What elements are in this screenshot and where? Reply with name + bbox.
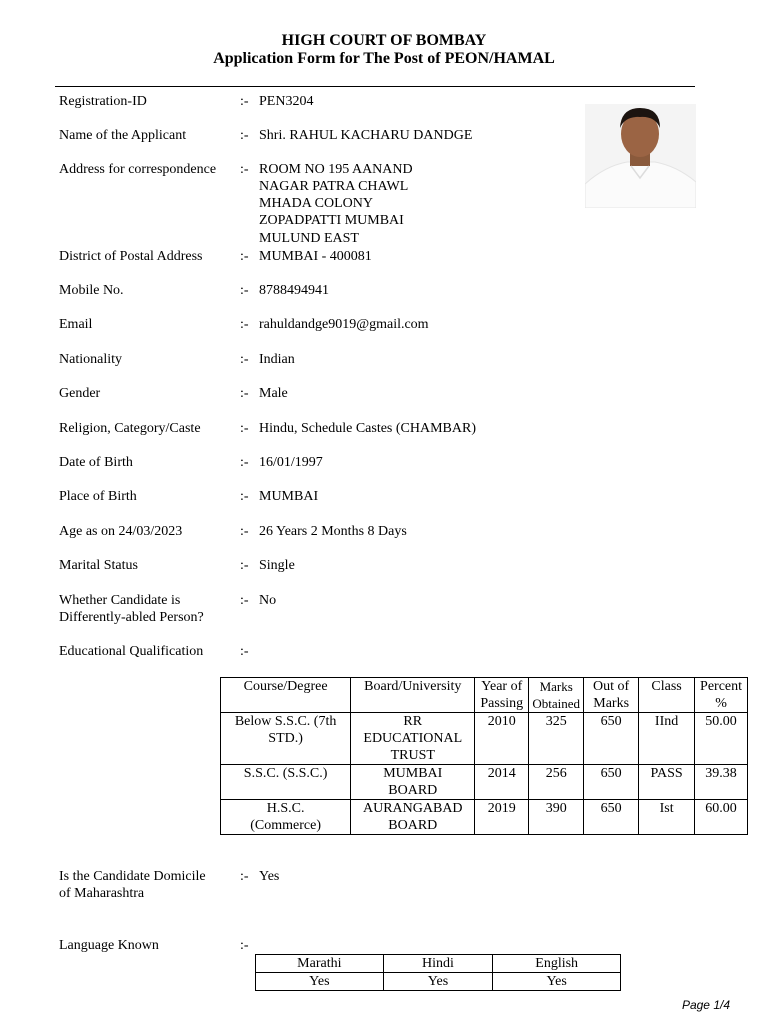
course-cell: S.S.C. (S.S.C.) [221, 765, 351, 800]
table-header-row [256, 955, 621, 973]
registration-id-label: Registration-ID [59, 94, 147, 109]
age-value: 26 Years 2 Months 8 Days [259, 524, 407, 539]
religion-value: Hindu, Schedule Castes (CHAMBAR) [259, 421, 476, 436]
course-cell: H.S.C. (Commerce) [221, 800, 351, 835]
outof-cell: 650 [584, 765, 639, 800]
separator: :- [240, 283, 249, 298]
course-header: Course/Degree [221, 678, 351, 713]
separator: :- [240, 128, 249, 143]
form-court-title: HIGH COURT OF BOMBAY [281, 32, 487, 49]
class-cell: Ist [639, 800, 695, 835]
dob-label: Date of Birth [59, 455, 133, 470]
applicant-name-label: Name of the Applicant [59, 128, 187, 143]
marks-cell: 390 [529, 800, 584, 835]
table-row [221, 800, 748, 835]
address-line: ZOPADPATTI MUMBAI [259, 213, 404, 228]
year-header: Year of Passing [475, 678, 529, 713]
table-header-row [221, 678, 748, 713]
separator: :- [240, 455, 249, 470]
differently-abled-label: Whether Candidate is [59, 593, 181, 608]
district-value: MUMBAI - 400081 [259, 249, 372, 264]
year-cell: 2014 [475, 765, 529, 800]
board-cell: RR EDUCATIONAL TRUST [351, 713, 475, 765]
dob-value: 16/01/1997 [259, 455, 323, 470]
board-cell: AURANGABAD BOARD [351, 800, 475, 835]
separator: :- [240, 524, 249, 539]
domicile-value: Yes [259, 869, 280, 884]
separator: :- [240, 317, 249, 332]
address-line: ROOM NO 195 AANAND [259, 162, 413, 177]
marks-cell: 256 [529, 765, 584, 800]
class-cell: IInd [639, 713, 695, 765]
differently-abled-value: No [259, 593, 277, 608]
separator: :- [240, 558, 249, 573]
separator: :- [240, 352, 249, 367]
language-value: Yes [256, 973, 384, 991]
language-header: English [493, 955, 621, 973]
header-divider [55, 86, 695, 87]
language-table [255, 954, 621, 991]
separator: :- [240, 421, 249, 436]
religion-label: Religion, Category/Caste [59, 421, 201, 436]
outof-cell: 650 [584, 800, 639, 835]
table-row [221, 713, 748, 765]
differently-abled-label: Differently-abled Person? [59, 610, 204, 625]
separator: :- [240, 386, 249, 401]
percent-cell: 39.38 [695, 765, 748, 800]
separator: :- [240, 869, 249, 884]
language-value: Yes [493, 973, 621, 991]
nationality-value: Indian [259, 352, 295, 367]
percent-cell: 60.00 [695, 800, 748, 835]
age-label: Age as on 24/03/2023 [59, 524, 183, 539]
address-line: MHADA COLONY [259, 196, 373, 211]
registration-id-value: PEN3204 [259, 94, 314, 109]
address-line: MULUND EAST [259, 231, 359, 246]
email-label: Email [59, 317, 93, 332]
form-post-title: Application Form for The Post of PEON/HAMAL [213, 50, 555, 67]
applicant-photo [585, 104, 696, 208]
gender-value: Male [259, 386, 288, 401]
language-header: Hindi [383, 955, 493, 973]
address-line: NAGAR PATRA CHAWL [259, 179, 409, 194]
outof-cell: 650 [584, 713, 639, 765]
language-header: Marathi [256, 955, 384, 973]
table-row [256, 973, 621, 991]
pob-value: MUMBAI [259, 489, 319, 504]
email-value: rahuldandge9019@gmail.com [259, 317, 429, 332]
gender-label: Gender [59, 386, 101, 401]
nationality-label: Nationality [59, 352, 122, 367]
separator: :- [240, 593, 249, 608]
mobile-label: Mobile No. [59, 283, 124, 298]
language-value: Yes [383, 973, 493, 991]
year-cell: 2010 [475, 713, 529, 765]
domicile-label: of Maharashtra [59, 886, 145, 901]
percent-cell: 50.00 [695, 713, 748, 765]
pob-label: Place of Birth [59, 489, 137, 504]
language-label: Language Known [59, 938, 159, 953]
applicant-name-value: Shri. RAHUL KACHARU DANDGE [259, 128, 473, 143]
separator: :- [240, 162, 249, 177]
marital-status-value: Single [259, 558, 295, 573]
outof-header: Out of Marks [584, 678, 639, 713]
separator: :- [240, 644, 249, 659]
class-header: Class [639, 678, 695, 713]
marks-header: Marks Obtained [529, 678, 584, 713]
course-cell: Below S.S.C. (7th STD.) [221, 713, 351, 765]
district-label: District of Postal Address [59, 249, 203, 264]
board-header: Board/University [351, 678, 475, 713]
education-table [220, 677, 748, 835]
marks-cell: 325 [529, 713, 584, 765]
address-label: Address for correspondence [59, 162, 217, 177]
table-row [221, 765, 748, 800]
percent-header: Percent % [695, 678, 748, 713]
marital-status-label: Marital Status [59, 558, 138, 573]
year-cell: 2019 [475, 800, 529, 835]
separator: :- [240, 249, 249, 264]
domicile-label: Is the Candidate Domicile [59, 869, 206, 884]
separator: :- [240, 938, 249, 953]
education-label: Educational Qualification [59, 644, 204, 659]
class-cell: PASS [639, 765, 695, 800]
separator: :- [240, 489, 249, 504]
separator: :- [240, 94, 249, 109]
applicant-photo-image [585, 104, 696, 208]
page-number: Page 1/4 [681, 998, 730, 1012]
mobile-value: 8788494941 [259, 283, 329, 298]
board-cell: MUMBAI BOARD [351, 765, 475, 800]
